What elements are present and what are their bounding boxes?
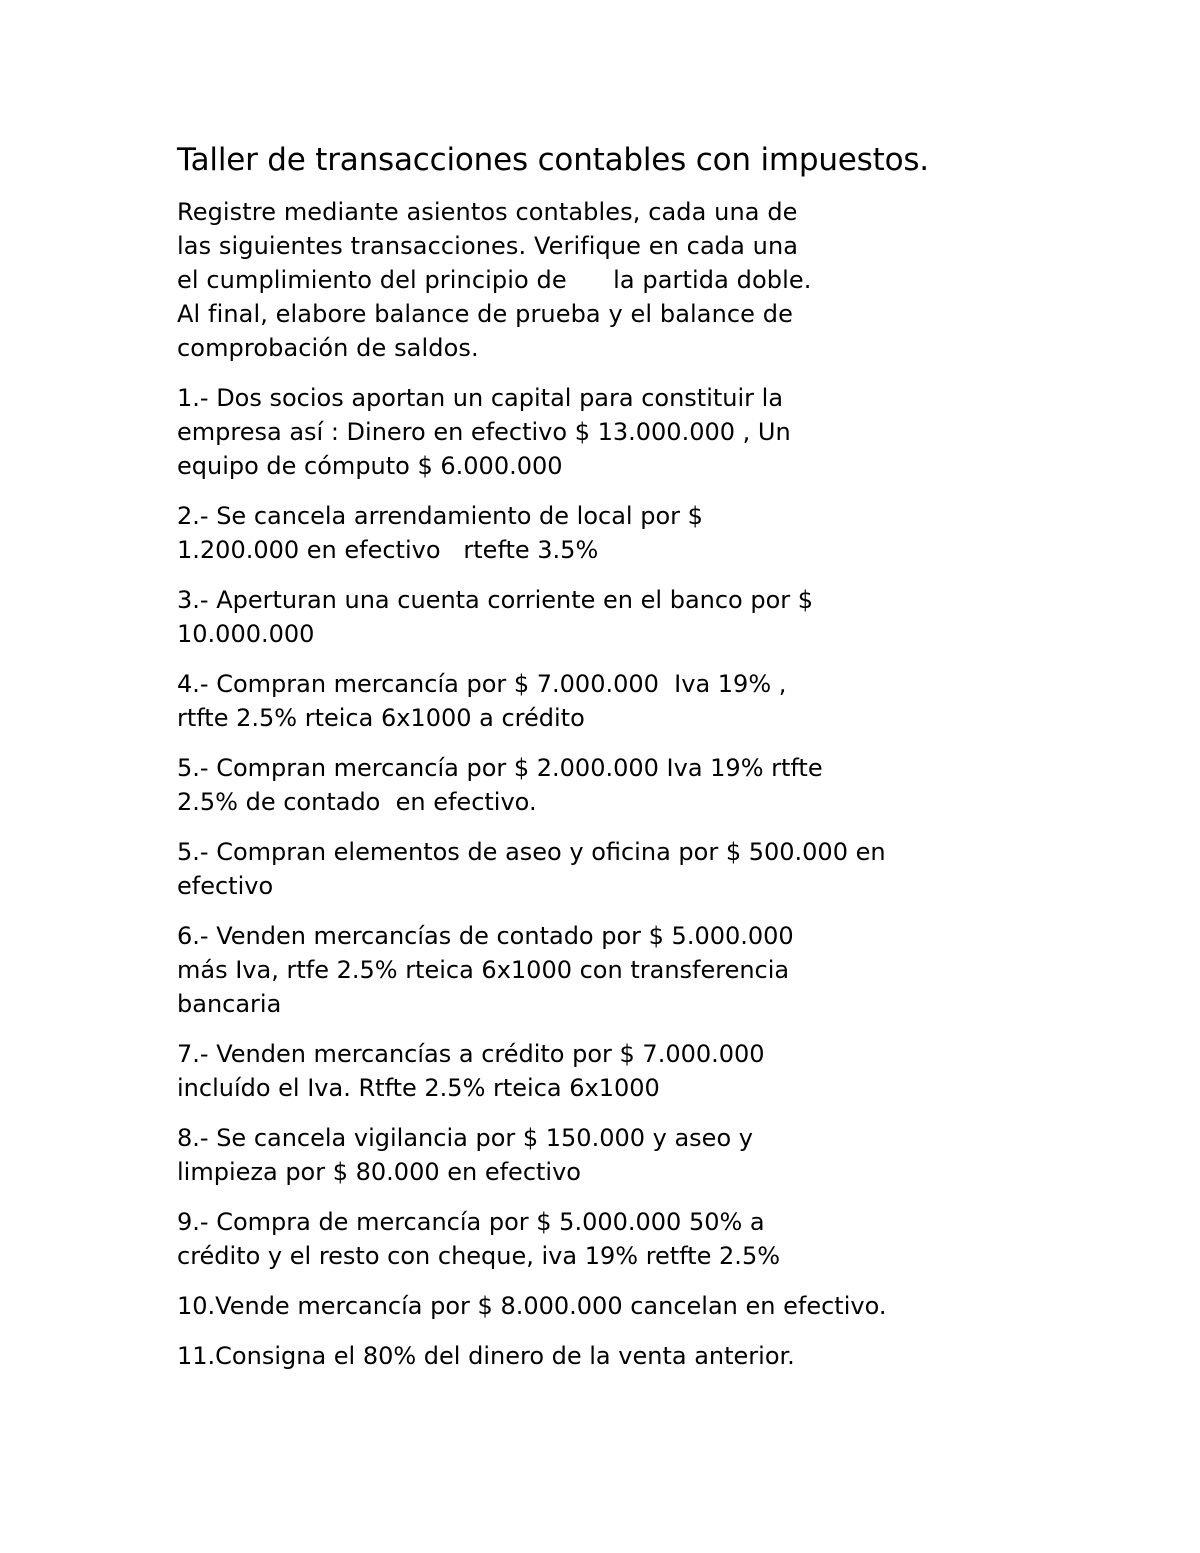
transaction-line: 5.- Compran mercancía por $ 2.000.000 Iva 19% rtfte bbox=[177, 754, 823, 782]
transaction-line: 3.- Aperturan una cuenta corriente en el banco por $ bbox=[177, 586, 814, 614]
intro-paragraph bbox=[177, 195, 1057, 365]
transaction-line: 10.000.000 bbox=[177, 620, 315, 648]
transaction-line: 6.- Venden mercancías de contado por $ 5.000.000 bbox=[177, 922, 794, 950]
intro-line: el cumplimiento del principio de la partida doble. bbox=[177, 266, 812, 294]
transaction-item-8 bbox=[177, 1121, 1057, 1189]
transaction-item-5b bbox=[177, 835, 1057, 903]
transaction-item-9 bbox=[177, 1205, 1057, 1273]
transaction-line: 10.Vende mercancía por $ 8.000.000 cancelan en efectivo. bbox=[177, 1292, 887, 1320]
intro-line: Registre mediante asientos contables, cada una de bbox=[177, 198, 798, 226]
transaction-line: 9.- Compra de mercancía por $ 5.000.000 50% a bbox=[177, 1208, 765, 1236]
transaction-item-4 bbox=[177, 667, 1057, 735]
transaction-line: equipo de cómputo $ 6.000.000 bbox=[177, 452, 563, 480]
transaction-line: 11.Consigna el 80% del dinero de la venta anterior. bbox=[177, 1342, 795, 1370]
transaction-item-3 bbox=[177, 583, 1057, 651]
intro-line: las siguientes transacciones. Verifique en cada una bbox=[177, 232, 799, 260]
transaction-item-10 bbox=[177, 1289, 1057, 1323]
transaction-item-6 bbox=[177, 919, 1057, 1021]
intro-line: Al final, elabore balance de prueba y el balance de bbox=[177, 300, 793, 328]
transaction-item-1 bbox=[177, 381, 1057, 483]
transaction-item-5a bbox=[177, 751, 1057, 819]
transaction-line: 5.- Compran elementos de aseo y oficina por $ 500.000 en bbox=[177, 838, 886, 866]
document-body bbox=[177, 138, 1057, 1389]
transaction-line: efectivo bbox=[177, 872, 274, 900]
transaction-line: 1.200.000 en efectivo rtefte 3.5% bbox=[177, 536, 599, 564]
transaction-item-2 bbox=[177, 499, 1057, 567]
transaction-line: bancaria bbox=[177, 990, 282, 1018]
document-title: Taller de transacciones contables con impuestos. bbox=[177, 142, 929, 178]
transaction-line: 4.- Compran mercancía por $ 7.000.000 Iva 19% , bbox=[177, 670, 787, 698]
intro-line: comprobación de saldos. bbox=[177, 334, 479, 362]
transaction-item-7 bbox=[177, 1037, 1057, 1105]
transaction-item-11 bbox=[177, 1339, 1057, 1373]
transaction-line: 1.- Dos socios aportan un capital para constituir la bbox=[177, 384, 784, 412]
transaction-line: 8.- Se cancela vigilancia por $ 150.000 y aseo y bbox=[177, 1124, 753, 1152]
transaction-line: incluído el Iva. Rtfte 2.5% rteica 6x1000 bbox=[177, 1074, 660, 1102]
transaction-line: 2.- Se cancela arrendamiento de local por $ bbox=[177, 502, 703, 530]
transaction-line: más Iva, rtfe 2.5% rteica 6x1000 con transferencia bbox=[177, 956, 790, 984]
transaction-line: limpieza por $ 80.000 en efectivo bbox=[177, 1158, 581, 1186]
transaction-line: 7.- Venden mercancías a crédito por $ 7.000.000 bbox=[177, 1040, 765, 1068]
transaction-line: rtfte 2.5% rteica 6x1000 a crédito bbox=[177, 704, 585, 732]
transaction-line: 2.5% de contado en efectivo. bbox=[177, 788, 537, 816]
transaction-line: empresa así : Dinero en efectivo $ 13.000.000 , Un bbox=[177, 418, 791, 446]
transaction-line: crédito y el resto con cheque, iva 19% retfte 2.5% bbox=[177, 1242, 781, 1270]
